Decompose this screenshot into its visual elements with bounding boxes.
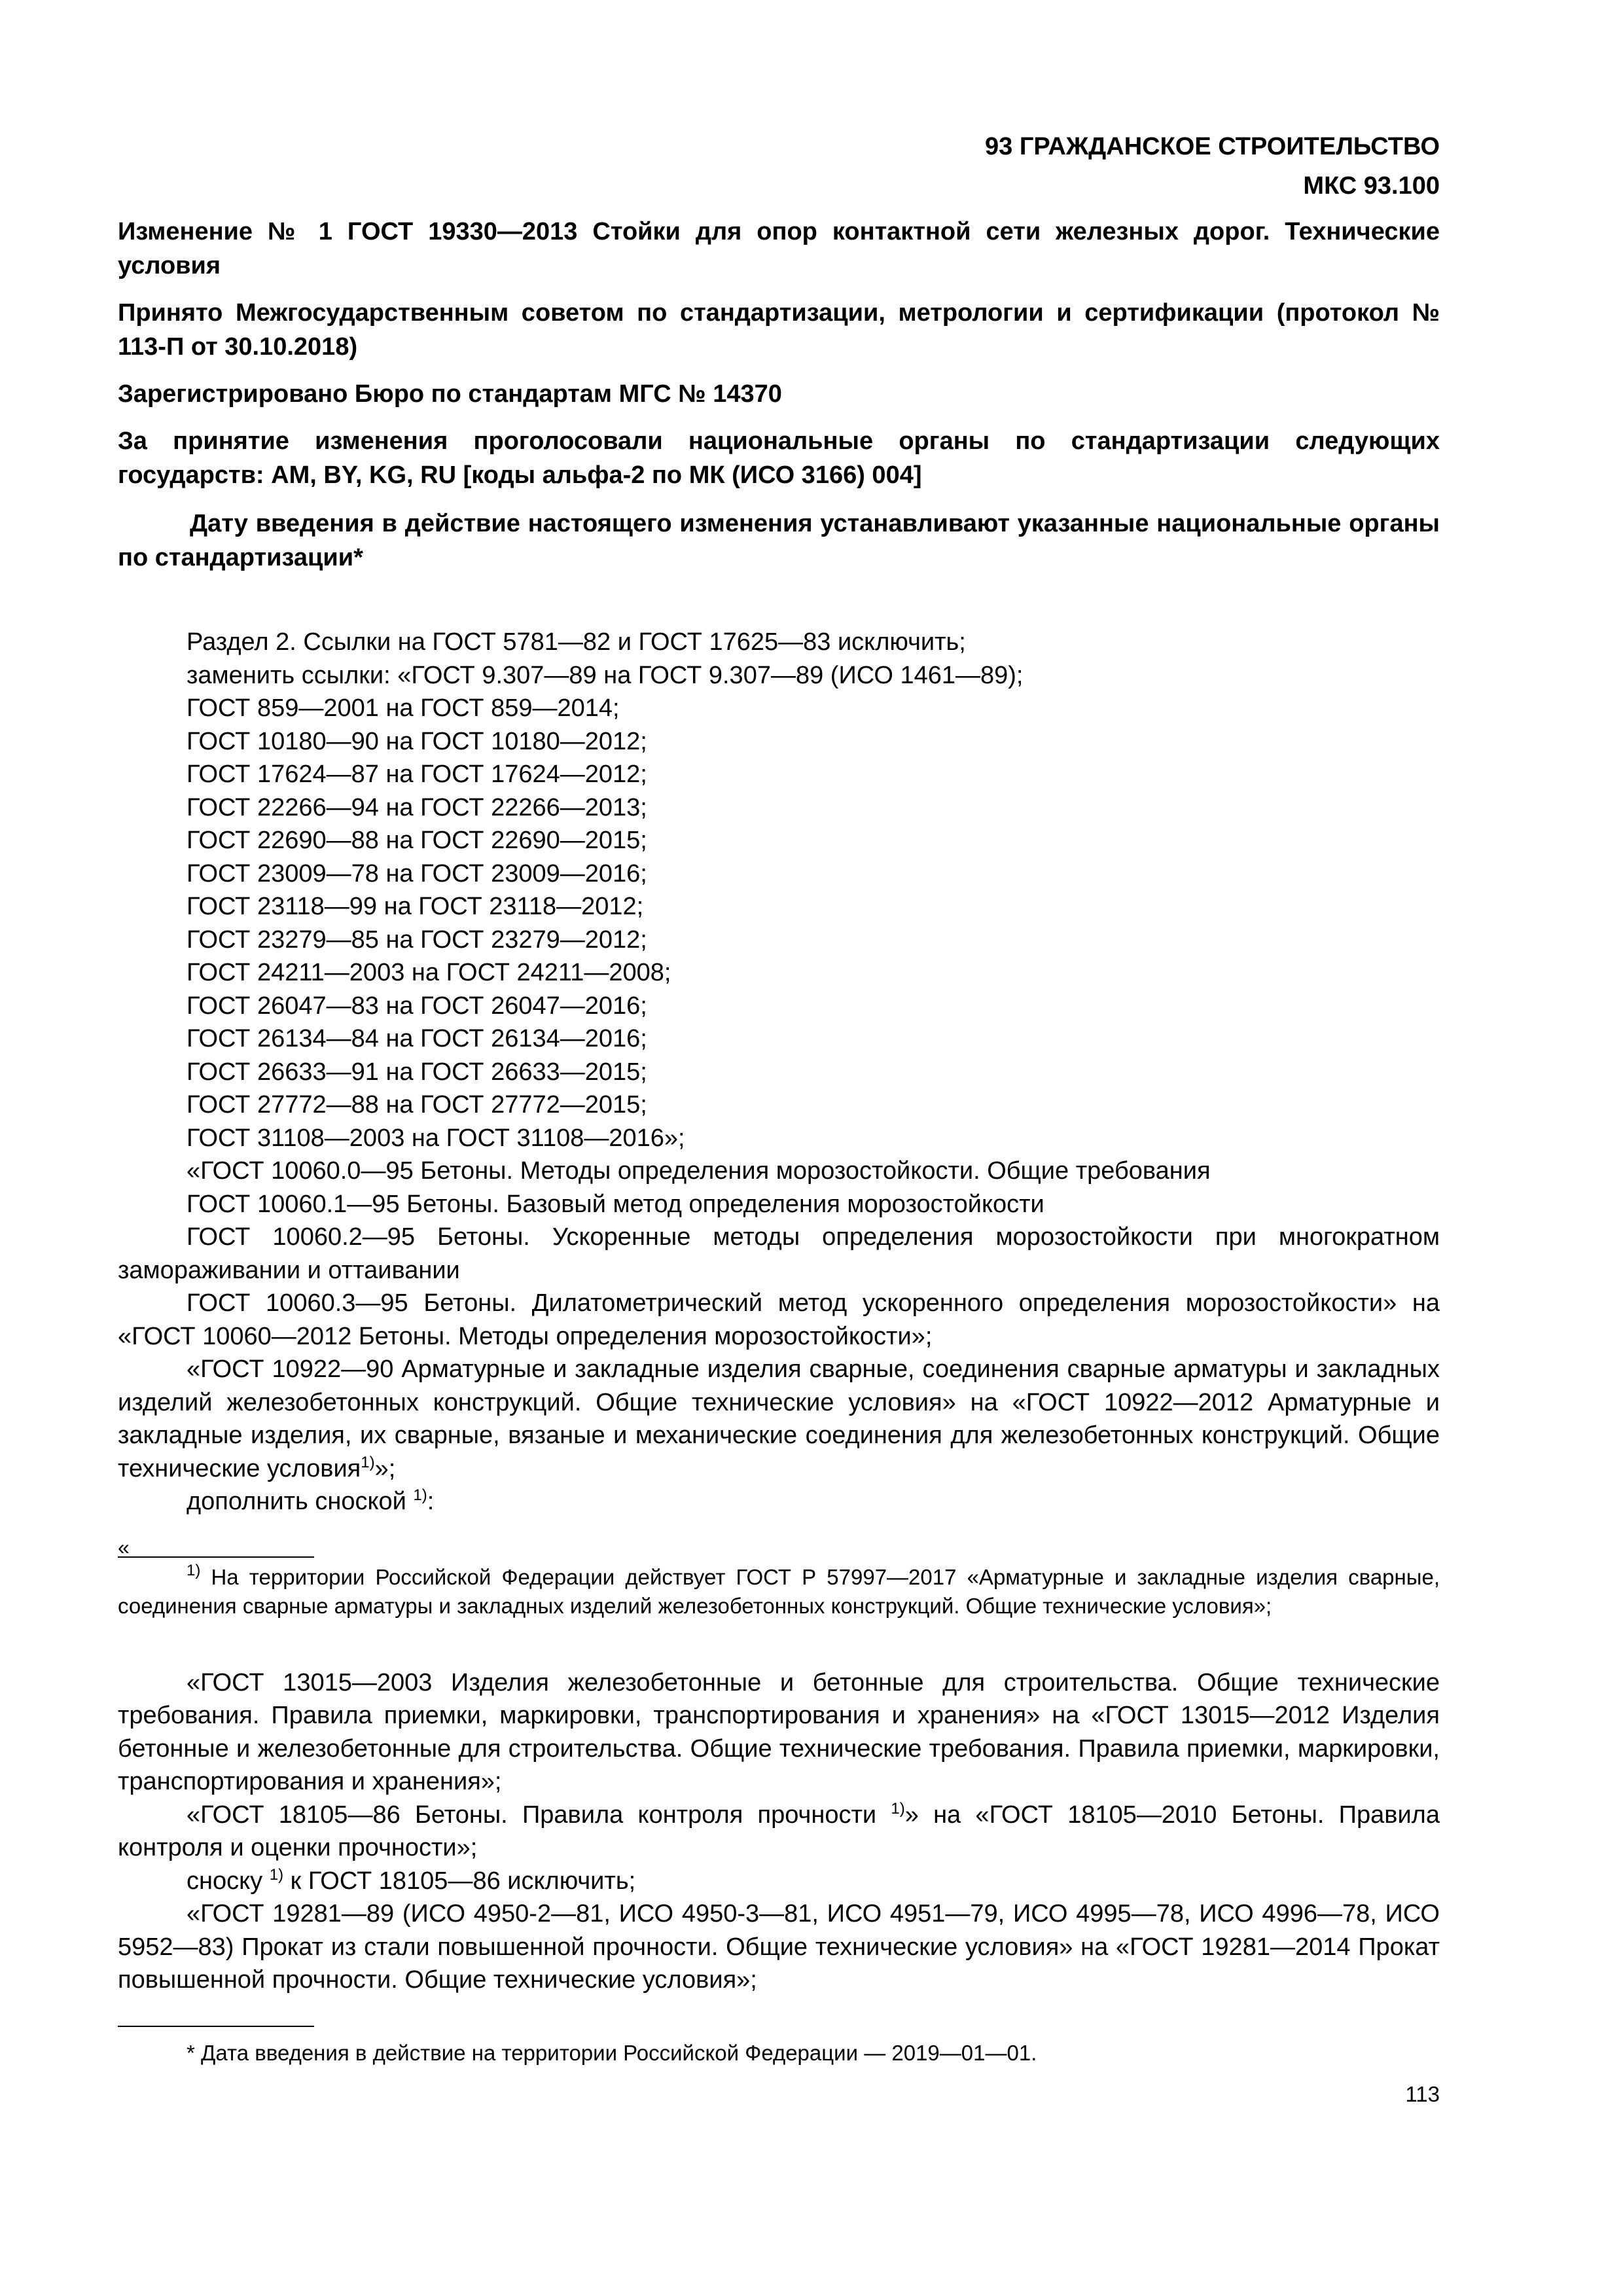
body-line: ГОСТ 10060.2—95 Бетоны. Ускоренные методы определения морозостойкости при многократном замораживании и оттаивании (118, 1223, 1440, 1284)
body-line: ГОСТ 24211—2003 на ГОСТ 24211—2008; (187, 959, 671, 986)
add-footnote-line: дополнить сноской $^{1)}$: (187, 1486, 435, 1515)
footnote-ref: 1) (269, 1865, 284, 1884)
add-footnote-text: дополнить сноской (187, 1488, 406, 1515)
registration-statement: Зарегистрировано Бюро по стандартам МГС № 14370 (118, 380, 782, 408)
body-line: ГОСТ 23279—85 на ГОСТ 23279—2012; (187, 925, 647, 954)
footnote-ref: 1) (891, 1799, 905, 1818)
body-line: ГОСТ 26633—91 на ГОСТ 26633—2015; (187, 1058, 647, 1086)
adopted-statement: Принято Межгосударственным советом по стандартизации, метрологии и сертификации (протокол № 113-П от 30.10.2018) (118, 299, 1440, 361)
body-line: ГОСТ 23009—78 на ГОСТ 23009—2016; (187, 859, 647, 888)
body-line: ГОСТ 22690—88 на ГОСТ 22690—2015; (187, 827, 647, 854)
armature-text: «ГОСТ 10922—90 Арматурные и закладные изделия сварные, соединения сварные арматуры и закладных изделий железобетонных конструкций. Общие технические условия» на «ГОСТ 10922—2012 Арматурные и закладные изделия, их сварные, вязаные и механические соединения для железобетонных конструкций. Общие технические условия (118, 1355, 1440, 1482)
footnote-mark: 1) (187, 1561, 201, 1579)
body-line: ГОСТ 17624—87 на ГОСТ 17624—2012; (187, 761, 647, 788)
gost-13015-paragraph: «ГОСТ 13015—2003 Изделия железобетонные и бетонные для строительства. Общие технические требования. Правила приемки, маркировки, транспортирования и хранения» на «ГОСТ 13015—2012 Изделия бетонные и железобетонные для строительства. Общие технические требования. Правила приемки, маркировки, транспортирования и хранения»; (118, 1668, 1440, 1795)
body-line: ГОСТ 31108—2003 на ГОСТ 31108—2016»; (187, 1124, 685, 1152)
date-notice: Дату введения в действие настоящего изменения устанавливают указанные национальные органы по стандартизации* (118, 510, 1440, 571)
body-line: ГОСТ 859—2001 на ГОСТ 859—2014; (187, 694, 620, 722)
body-line: ГОСТ 27772—88 на ГОСТ 27772—2015; (187, 1091, 647, 1119)
section-heading: 93 ГРАЖДАНСКОЕ СТРОИТЕЛЬСТВО (985, 133, 1440, 160)
footnote-open-quote: « (118, 1535, 130, 1559)
armature-end: »; (374, 1454, 396, 1482)
snosku-rest: к ГОСТ 18105—86 исключить; (290, 1867, 636, 1895)
body-line: ГОСТ 10180—90 на ГОСТ 10180—2012; (187, 727, 647, 755)
page-number: 113 (1405, 2081, 1440, 2106)
gost-19281-paragraph: «ГОСТ 19281—89 (ИСО 4950-2—81, ИСО 4950-3—81, ИСО 4951—79, ИСО 4995—78, ИСО 4996—78, ИСО 5952—83) Прокат из стали повышенной прочности. Общие технические условия» на «ГОСТ 19281—2014 Прокат повышенной прочности. Общие технические условия»; (118, 1900, 1440, 1994)
page-footnote-separator (118, 2026, 314, 2027)
armature-paragraph (118, 1353, 1440, 1485)
body-line: «ГОСТ 10060.0—95 Бетоны. Методы определения морозостойкости. Общие требования (187, 1157, 1211, 1185)
inline-footnote (118, 1563, 1440, 1621)
amendment-body (118, 626, 1440, 1518)
body-line: ГОСТ 22266—94 на ГОСТ 22266—2013; (187, 793, 647, 821)
footnote-ref: 1) (361, 1453, 375, 1471)
star-footnote: * Дата введения в действие на территории Российской Федерации — 2019—01—01. (187, 2040, 1037, 2065)
body-line: Раздел 2. Ссылки на ГОСТ 5781—82 и ГОСТ 17625—83 исключить; (187, 628, 966, 656)
footnote-removal-line (118, 1865, 1440, 1898)
gost-18105-text-b: » на «ГОСТ 18105—2010 Бетоны. Правила контроля и оценки прочности»; (118, 1801, 1440, 1861)
gost-18105-paragraph (118, 1799, 1440, 1865)
gost-18105-text-a: «ГОСТ 18105—86 Бетоны. Правила контроля прочности (187, 1801, 877, 1829)
footnote-ref: 1) (413, 1486, 427, 1504)
footnote-separator (118, 1535, 314, 1559)
body-line: заменить ссылки: «ГОСТ 9.307—89 на ГОСТ 9.307—89 (ИСО 1461—89); (187, 661, 1024, 689)
amendment-title: Изменение № 1 ГОСТ 19330—2013 Стойки для опор контактной сети железных дорог. Технические условия (118, 218, 1440, 279)
voting-statement: За принятие изменения проголосовали национальные органы по стандартизации следующих государств: AM, BY, KG, RU [коды альфа-2 по МК (ИСО 3166) 004] (118, 427, 1440, 489)
body-line: ГОСТ 26134—84 на ГОСТ 26134—2016; (187, 1025, 647, 1052)
inline-footnote-text: На территории Российской Федерации действует ГОСТ Р 57997—2017 «Арматурные и закладные изделия сварные, соединения сварные арматуры и закладных изделий железобетонных конструкций. Общие технические условия»; (118, 1564, 1440, 1618)
body-line: ГОСТ 10060.3—95 Бетоны. Дилатометрический метод ускоренного определения морозостойкости» на «ГОСТ 10060—2012 Бетоны. Методы определения морозостойкости»; (118, 1289, 1440, 1350)
body-line: ГОСТ 10060.1—95 Бетоны. Базовый метод определения морозостойкости (187, 1190, 1044, 1218)
body-line: ГОСТ 23118—99 на ГОСТ 23118—2012; (187, 893, 644, 920)
mks-code: МКС 93.100 (1303, 172, 1440, 200)
body-line: ГОСТ 26047—83 на ГОСТ 26047—2016; (187, 992, 647, 1020)
document-page (118, 131, 1440, 2107)
snosku-text: сноску (187, 1867, 263, 1895)
amendment-body-continued (118, 1666, 1440, 1997)
